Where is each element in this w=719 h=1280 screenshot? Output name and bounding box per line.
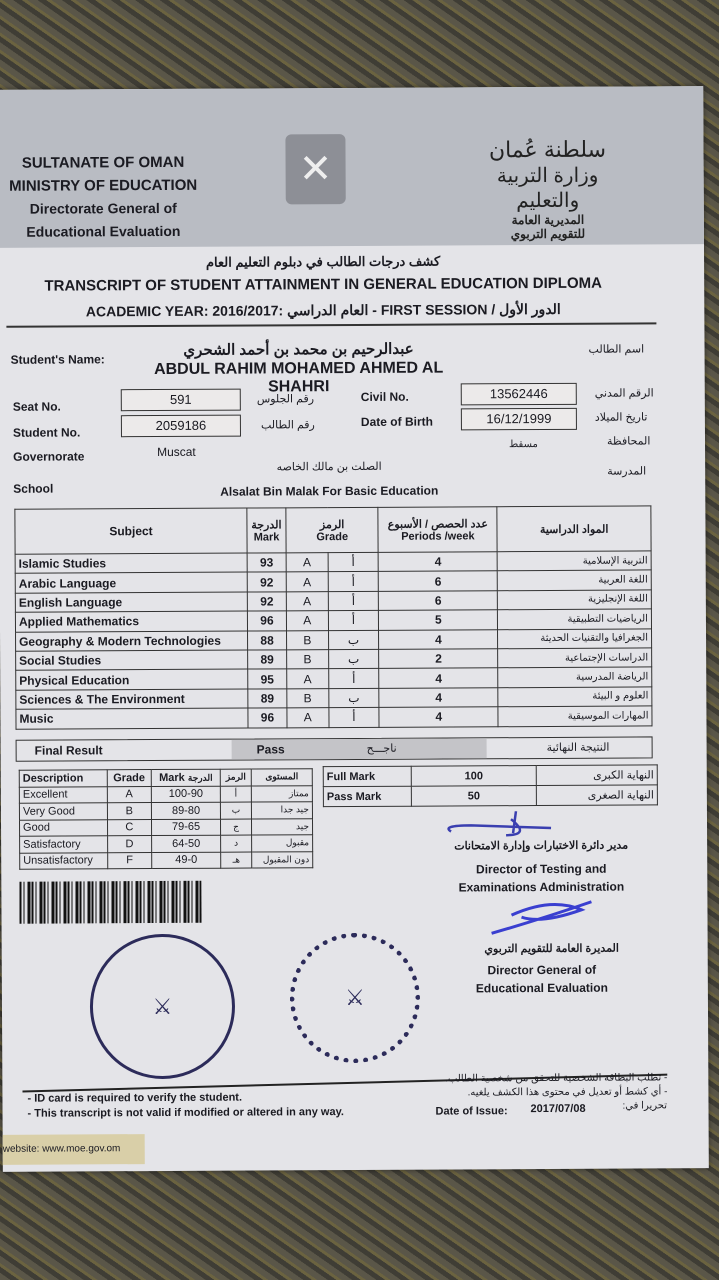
subject-name: Islamic Studies <box>15 553 247 574</box>
footer-notes-ar <box>442 1071 667 1100</box>
legend-cell: جيد جدا <box>251 802 312 819</box>
legend-cell: 89-80 <box>151 802 220 819</box>
director-general-title-2: Educational Evaluation <box>475 980 608 996</box>
academic-year: ACADEMIC YEAR: 2016/2017: العام الدراسي - FIRST SESSION / الدور الأول <box>85 300 561 320</box>
legend-row <box>20 835 313 853</box>
legend-header-cell: الرمز <box>220 769 251 786</box>
student-name-ar: عبدالرحيم بن محمد بن أحمد الشحري <box>183 340 414 359</box>
note-ar-1: - تطلب البطاقة الشخصية للتحقق من شخصية الطالب. <box>445 1072 668 1085</box>
date-of-birth: 16/12/1999 <box>461 408 577 431</box>
footer-notes <box>27 1090 344 1122</box>
pass-mark-row <box>323 785 657 807</box>
table-header <box>15 506 651 554</box>
header-subject-ar: المواد الدراسية <box>497 506 651 552</box>
subject-name-ar: التربية الإسلامية <box>497 551 651 571</box>
mark: 96 <box>248 708 287 728</box>
ministry-name-ar: وزارة التربية والتعليم <box>496 164 599 213</box>
grade-ar: ب <box>328 649 379 669</box>
final-result-label: Final Result <box>34 743 103 758</box>
grade: B <box>287 630 329 650</box>
legend-cell: Good <box>19 819 107 836</box>
subject-name: Arabic Language <box>15 572 247 593</box>
header-grade <box>286 507 379 552</box>
mark: 95 <box>248 669 287 689</box>
subject-name: Music <box>16 708 248 729</box>
periods: 2 <box>379 649 498 669</box>
header-grade-en: Grade <box>316 530 349 543</box>
legend-header-mark-ar: الدرجة <box>187 772 213 783</box>
legend-cell: مقبول <box>252 835 313 852</box>
grade-ar: أ <box>328 591 379 611</box>
periods: 4 <box>379 707 498 727</box>
subject-name-ar: الرياضة المدرسية <box>498 667 652 687</box>
legend-cell: هـ <box>221 852 252 869</box>
legend-cell: 79-65 <box>152 819 221 836</box>
mark: 93 <box>247 553 286 573</box>
signature-director-general <box>471 897 601 940</box>
legend-cell: دون المقبول <box>252 851 313 868</box>
final-result-value-ar: ناجـــح <box>366 742 397 755</box>
legend-cell: F <box>107 852 151 869</box>
legend-cell: ج <box>221 819 252 836</box>
final-result-value: Pass <box>256 742 285 757</box>
header-en <box>5 151 200 244</box>
legend-cell: 100-90 <box>151 786 220 803</box>
grade-ar: أ <box>329 707 380 727</box>
periods: 4 <box>379 687 498 707</box>
header-subject: Subject <box>15 508 247 554</box>
grade: A <box>286 611 328 631</box>
legend-cell: Very Good <box>19 803 107 820</box>
mark: 92 <box>247 572 286 592</box>
header-periods <box>378 507 497 553</box>
school-name: Alsalat Bin Malak For Basic Education <box>220 483 439 499</box>
legend-header-cell: المستوى <box>251 769 312 786</box>
mark: 89 <box>248 650 287 670</box>
legend-row <box>19 818 312 836</box>
grade: A <box>287 669 329 689</box>
subject-name-ar: الدراسات الإجتماعية <box>498 648 652 668</box>
divider <box>6 322 656 327</box>
periods: 4 <box>379 668 498 688</box>
seat-number: 591 <box>121 389 241 412</box>
full-mark-row <box>323 765 657 787</box>
student-no-label-ar: رقم الطالب <box>260 419 315 432</box>
name-label: Student's Name: <box>10 352 105 367</box>
legend-cell: جيد <box>251 818 312 835</box>
legend-row <box>20 851 313 869</box>
header-grade-ar: الرمز <box>319 518 345 531</box>
civil-label-ar: الرقم المدني <box>594 387 654 400</box>
civil-label: Civil No. <box>360 389 409 404</box>
directorate-line1: Directorate General of <box>29 199 177 217</box>
legend-row <box>19 802 312 820</box>
subject-name: Sciences & The Environment <box>16 689 248 710</box>
header-periods-ar: عدد الحصص / الأسبوع <box>387 517 488 531</box>
full-mark-value: 100 <box>411 766 536 787</box>
grade-ar: ب <box>328 688 379 708</box>
mark: 89 <box>248 689 287 709</box>
grade: B <box>287 650 329 670</box>
grade: A <box>287 708 329 728</box>
periods: 6 <box>379 591 498 611</box>
header-mark-en: Mark <box>253 530 280 544</box>
subject-name-ar: الجغرافيا والتقنيات الحديثة <box>498 628 652 648</box>
subject-name-ar: العلوم و البيئة <box>498 687 652 707</box>
periods: 4 <box>379 629 498 649</box>
school-name-ar: الصلت بن مالك الخاصه <box>276 460 382 474</box>
subject-name: Social Studies <box>16 650 248 671</box>
mark: 92 <box>247 592 286 612</box>
grade: A <box>286 591 328 611</box>
governorate-label: Governorate <box>13 449 85 464</box>
legend-header-mark: Mark <box>159 771 185 784</box>
note-validity: - This transcript is not valid if modified or altered in any way. <box>27 1106 344 1120</box>
subject-name: Geography & Modern Technologies <box>16 631 248 652</box>
pass-mark-label: Pass Mark <box>323 786 411 806</box>
subject-name-ar: الرياضيات التطبيقية <box>498 609 652 629</box>
grade-ar: ب <box>328 630 379 650</box>
oman-emblem-icon: ✕ <box>285 134 345 204</box>
student-name-en: ABDUL RAHIM MOHAMED AHMED AL SHAHRI <box>154 359 444 396</box>
director-testing-title-2: Examinations Administration <box>458 879 625 895</box>
subject-name: Physical Education <box>16 669 248 690</box>
subject-name-ar: المهارات الموسيقية <box>498 706 652 726</box>
dob-label-ar: تاريخ الميلاد <box>594 411 648 424</box>
school-label: School <box>13 481 54 496</box>
marks-table <box>323 764 658 807</box>
legend-cell: د <box>221 835 252 852</box>
note-ar-2: - أي كشط أو تعديل في محتوى هذا الكشف يلغيه. <box>467 1086 668 1099</box>
grade: A <box>286 572 328 592</box>
legend-cell: 64-50 <box>152 835 221 852</box>
periods: 4 <box>378 552 497 572</box>
grade-ar: أ <box>328 611 379 631</box>
barcode <box>19 881 201 924</box>
grade: A <box>286 553 328 573</box>
grade-ar: أ <box>328 669 379 689</box>
legend-row <box>19 785 312 803</box>
seat-label-ar: رقم الجلوس <box>256 393 315 406</box>
full-mark-label: Full Mark <box>323 766 411 786</box>
seat-label: Seat No. <box>12 399 61 414</box>
governorate-label-ar: المحافظة <box>606 435 651 448</box>
testing-seal-stamp: ⚔ <box>290 933 421 1064</box>
legend-cell: B <box>107 803 151 820</box>
subject-name: English Language <box>15 592 247 613</box>
final-result-label-ar: النتيجة النهائية <box>546 741 610 754</box>
director-testing-title-1: Director of Testing and <box>475 861 607 877</box>
legend-cell: ب <box>221 802 252 819</box>
header-mark <box>247 508 286 553</box>
name-label-ar: اسم الطالب <box>588 343 645 356</box>
final-result-row <box>16 736 653 761</box>
subject-name-ar: اللغة الإنجليزية <box>498 590 652 610</box>
header-mark-ar: الدرجة <box>251 518 282 532</box>
grade: B <box>287 688 329 708</box>
dob-label: Date of Birth <box>360 414 433 429</box>
ministry-seal-stamp: ⚔ <box>90 934 236 1080</box>
legend-cell: D <box>107 836 151 853</box>
header-ar <box>467 137 628 242</box>
note-id-card: - ID card is required to verify the student. <box>27 1091 243 1105</box>
country-name: SULTANATE OF OMAN <box>21 153 185 172</box>
governorate-value: Muscat <box>157 444 196 460</box>
legend-cell: C <box>107 819 151 836</box>
directorate-ar-2: للتقويم التربوي <box>510 226 586 242</box>
director-testing-ar: مدير دائرة الاختبارات وإدارة الامتحانات <box>454 839 629 853</box>
subject-name-ar: اللغة العربية <box>498 570 652 590</box>
grading-scale-table <box>19 768 314 870</box>
directorate-line2: Educational Evaluation <box>26 222 181 240</box>
legend-header-cell <box>151 769 220 786</box>
country-name-ar: سلطنة عُمان <box>488 136 607 163</box>
legend-header <box>19 769 312 787</box>
legend-cell: Satisfactory <box>20 836 108 853</box>
civil-number: 13562446 <box>461 383 577 406</box>
issue-date-label-ar: تحريرا في: <box>622 1100 668 1112</box>
mark: 88 <box>248 630 287 650</box>
periods: 5 <box>379 610 498 630</box>
director-general-ar: المديرة العامة للتقويم التربوي <box>484 942 619 956</box>
subjects-table <box>14 505 652 729</box>
pass-mark-label-ar: النهاية الصغرى <box>536 785 657 806</box>
legend-cell: ممتاز <box>251 785 312 802</box>
grade-ar: أ <box>328 552 379 572</box>
legend-cell: أ <box>220 786 251 803</box>
website-link: website: www.moe.gov.om <box>3 1134 145 1165</box>
pass-mark-value: 50 <box>411 786 536 807</box>
header-periods-en: Periods /week <box>401 529 475 543</box>
student-no-label: Student No. <box>12 425 81 440</box>
director-general-title-1: Director General of <box>487 962 597 978</box>
school-label-ar: المدرسة <box>607 465 647 478</box>
mark: 96 <box>247 611 286 631</box>
signature-director-testing <box>441 811 561 838</box>
transcript-document <box>0 86 709 1172</box>
student-number: 2059186 <box>121 415 241 438</box>
full-mark-label-ar: النهاية الكبرى <box>536 765 657 786</box>
issue-date-label: Date of Issue: <box>435 1105 508 1118</box>
grade-ar: أ <box>328 572 379 592</box>
governorate-value-ar: مسقط <box>509 439 538 451</box>
periods: 6 <box>379 571 498 591</box>
legend-cell: A <box>107 786 151 803</box>
legend-cell: 49-0 <box>152 852 221 869</box>
legend-header-cell: Grade <box>107 770 151 787</box>
subject-name: Applied Mathematics <box>15 611 247 632</box>
legend-cell: Unsatisfactory <box>20 852 108 869</box>
table-row <box>16 706 652 729</box>
directorate-ar-1: المديرية العامة <box>511 212 585 228</box>
issue-date: 2017/07/08 <box>530 1102 586 1116</box>
ministry-name: MINISTRY OF EDUCATION <box>9 176 198 195</box>
title-ar: كشف درجات الطالب في دبلوم التعليم العام <box>205 253 441 270</box>
legend-header-cell: Description <box>19 770 107 787</box>
title-en: TRANSCRIPT OF STUDENT ATTAINMENT IN GENERAL EDUCATION DIPLOMA <box>44 274 602 295</box>
legend-cell: Excellent <box>19 786 107 803</box>
